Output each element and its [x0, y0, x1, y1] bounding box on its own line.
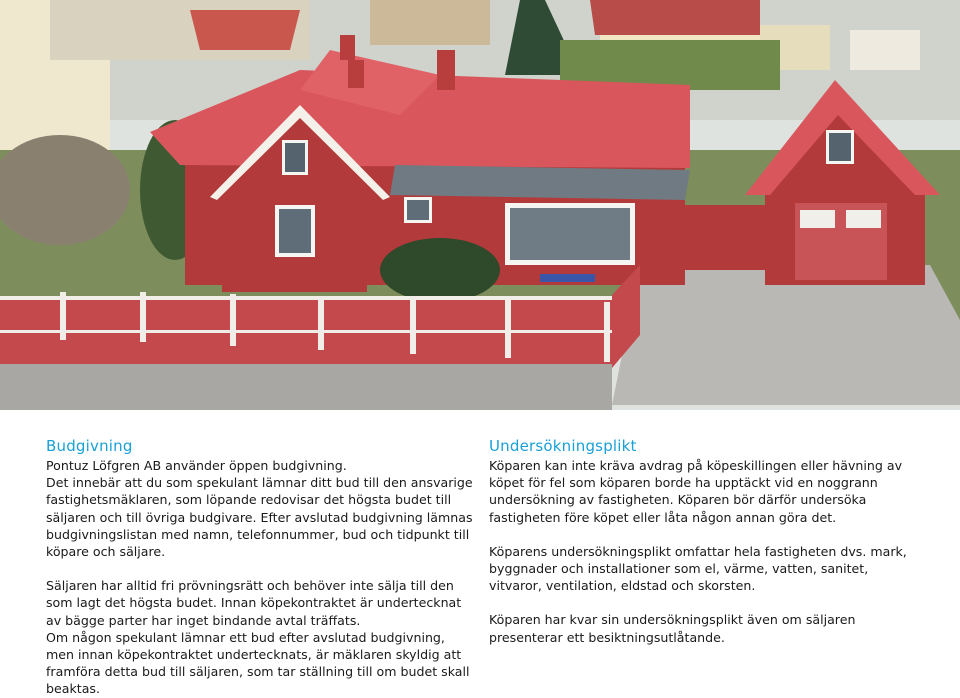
undersokningsplikt-paragraph-2: Köparens undersökningsplikt omfattar hela fastigheten dvs. mark, byggnader och installationer som el, värme, vatten, sanitet, vitvaror, ventilation, eldstad och skorsten.: [489, 543, 907, 594]
budgivning-intro-line: Pontuz Löfgren AB använder öppen budgivning.: [46, 458, 347, 473]
undersokningsplikt-section: [489, 437, 919, 646]
budgivning-body: Det innebär att du som spekulant lämnar ditt bud till den ansvarige fastighetsmäklaren, som löpande redovisar det högsta budet till säljaren och till övriga budgivare. Efter avslutad budgivning lämnas budgivningslistan med namn, telefonnummer, bud och tidpunkt till köpare och säljare.: [46, 475, 473, 560]
undersokningsplikt-paragraph-3: Köparen har kvar sin undersökningsplikt även om säljaren presenterar ett besiktningsutlåtande.: [489, 612, 856, 645]
undersokningsplikt-heading: Undersökningsplikt: [489, 437, 637, 455]
budgivning-section: [46, 437, 476, 698]
budgivning-paragraph-3: Om någon spekulant lämnar ett bud efter avslutad budgivning, men innan köpekontraktet undertecknats, är mäklaren skyldig att framföra detta bud till säljaren, som tar ställning till om budet skall beaktas.: [46, 629, 470, 697]
budgivning-paragraph-2: Säljaren har alltid fri prövningsrätt och behöver inte sälja till den som lagt det högsta budet. Innan köpekontraktet är undertecknat av bägge parter har inget bindande avtal träffats.: [46, 578, 462, 628]
budgivning-heading: Budgivning: [46, 437, 133, 455]
budgivning-paragraph-1: [46, 457, 476, 560]
undersokningsplikt-paragraph-1: Köparen kan inte kräva avdrag på köpeskillingen eller hävning av köpet för fel som köparen borde ha upptäckt vid en noggrann undersökning av fastigheten. Köparen bör därför undersöka fastigheten före köpet eller låta någon annan göra det.: [489, 458, 903, 525]
